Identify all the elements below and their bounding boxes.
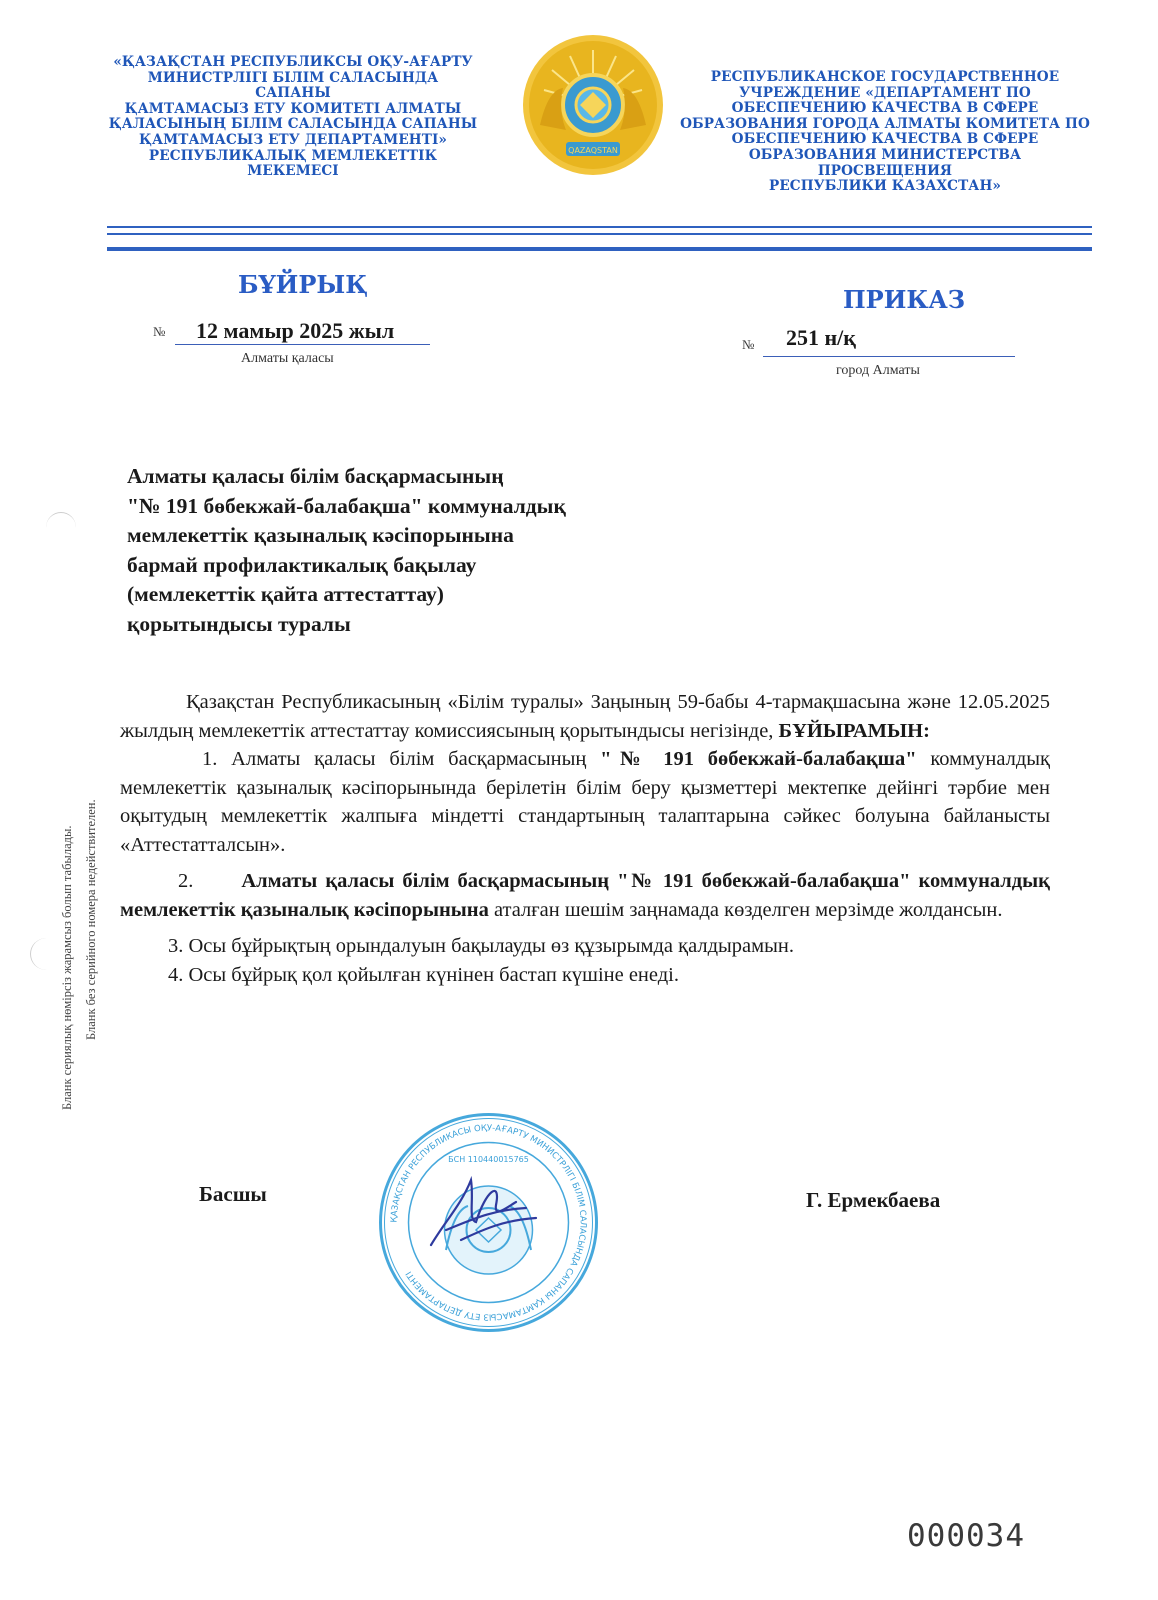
item-1 <box>120 745 1050 859</box>
subject-line: бармай профилактикалық бақылау <box>127 552 477 577</box>
header-kz-line: МЕКЕМЕСІ <box>247 163 339 180</box>
header-kz-line: РЕСПУБЛИКАЛЫҚ МЕМЛЕКЕТТІК <box>148 147 438 164</box>
official-seal <box>376 1110 601 1335</box>
subject-line: Алматы қаласы білім басқармасының <box>127 464 504 488</box>
item-2-number: 2. <box>178 870 194 892</box>
item-2 <box>120 867 1050 924</box>
punch-hole-mark <box>30 938 63 970</box>
header-rule <box>107 233 1092 235</box>
seal-bin: БСН 110440015765 <box>448 1155 529 1164</box>
header-ru-line: ОБРАЗОВАНИЯ МИНИСТЕРСТВА ПРОСВЕЩЕНИЯ <box>748 146 1022 179</box>
order-title-kz: БҰЙРЫҚ <box>238 270 368 299</box>
header-ru-line: РЕСПУБЛИКАНСКОЕ ГОСУДАРСТВЕННОЕ <box>710 69 1060 85</box>
header-ru <box>680 70 1090 195</box>
header-rule <box>107 247 1092 251</box>
header-ru-line: ОБЕСПЕЧЕНИЮ КАЧЕСТВА В СФЕРЕ <box>731 100 1039 117</box>
signer-name: Г. Ермекбаева <box>806 1188 941 1212</box>
intro-text: Қазақстан Республикасының «Білім туралы» Заңының 59-бабы 4-тармақшасына және 12.05.2025 жылдың мемлекеттік аттестаттау комиссиясының қорытындысы негізінде, <box>120 691 1050 742</box>
subject-line: мемлекеттік қазыналық кәсіпорынына <box>127 523 514 547</box>
header-ru-line: УЧРЕЖДЕНИЕ «ДЕПАРТАМЕНТ ПО <box>739 84 1031 101</box>
order-number: 251 н/қ <box>786 325 856 350</box>
order-title-ru: ПРИКАЗ <box>843 285 966 314</box>
order-body <box>120 688 1050 989</box>
item-3: 3. Осы бұйрықтың орындалуын бақылауды өз құзырымда қалдырамын. <box>168 935 794 957</box>
item-1-rest: коммуналдық мемлекеттік қазыналық кәсіпорынында берілетін білім беру қызметтері мектепке дейінгі тәрбие мен оқытудың мемлекеттік жалпыға міндетті стандартының талаптарына сәйкес болуына байланысты «Аттестатталсын». <box>120 748 1050 856</box>
order-date: 12 мамыр 2025 жыл <box>196 318 395 343</box>
header-rule <box>107 226 1092 228</box>
side-note-ru: Бланк без серийного номера недействителен. <box>84 799 98 1040</box>
item-1-bold: "№ 191 бөбекжай-балабақша" <box>600 748 917 770</box>
number-sign: № <box>742 337 755 352</box>
city-kz: Алматы қаласы <box>241 351 334 366</box>
seal-icon <box>376 1110 601 1335</box>
emblem-icon <box>518 30 668 180</box>
side-note-kz: Бланк сериялық нөмірсіз жарамсыз болып табылады. <box>60 825 74 1110</box>
item-2-rest: аталған шешім заңнамада көзделген мерзімде жолдансын. <box>488 898 1003 921</box>
subject-line: қорытындысы туралы <box>127 611 351 636</box>
item-2-bold: Алматы қаласы білім басқармасының "№ 191 бөбекжай-балабақша" коммуналдық мемлекеттік қазыналық кәсіпорынына <box>120 870 1050 921</box>
order-subject <box>127 462 727 639</box>
number-underline <box>763 356 1015 357</box>
header-ru-line: ОБЕСПЕЧЕНИЮ КАЧЕСТВА В СФЕРЕ <box>731 131 1039 148</box>
header-ru-line: РЕСПУБЛИКИ КАЗАХСТАН» <box>769 178 1001 195</box>
punch-hole-mark <box>46 512 76 543</box>
date-underline <box>175 344 430 345</box>
intro-paragraph <box>120 688 1050 745</box>
header-kz-line: МИНИСТРЛІГІ БІЛІМ САЛАСЫНДА САПАНЫ <box>147 69 439 102</box>
subject-line: (мемлекеттік қайта аттестаттау) <box>127 582 444 606</box>
emblem-text: QAZAQSTAN <box>568 146 618 155</box>
serial-number: 000034 <box>907 1518 1025 1554</box>
signer-position: Басшы <box>199 1182 267 1206</box>
subject-line: "№ 191 бөбекжай-балабақша" коммуналдық <box>127 493 566 518</box>
seal-ring-text: ҚАЗАҚСТАН РЕСПУБЛИКАСЫ ОҚУ-АҒАРТУ МИНИСТРЛІГІ БІЛІМ САЛАСЫНДА САПАНЫ ҚАМТАМАСЫЗ ЕТУ ДЕПАРТАМЕНТІ <box>389 1123 588 1322</box>
header-kz-line: ҚАМТАМАСЫЗ ЕТУ КОМИТЕТІ АЛМАТЫ <box>124 100 462 117</box>
header-kz-line: «ҚАЗАҚСТАН РЕСПУБЛИКСЫ ОҚУ-АҒАРТУ <box>113 54 473 70</box>
item-1-text: 1. Алматы қаласы білім басқармасының <box>202 748 601 770</box>
item-4: 4. Осы бұйрық қол қойылған күнінен бастап күшіне енеді. <box>168 963 679 986</box>
header-kz-line: ҚАМТАМАСЫЗ ЕТУ ДЕПАРТАМЕНТІ» <box>138 131 447 148</box>
intro-bold: БҰЙЫРАМЫН: <box>778 719 930 742</box>
header-ru-line: ОБРАЗОВАНИЯ ГОРОДА АЛМАТЫ КОМИТЕТА ПО <box>680 115 1090 132</box>
state-emblem <box>518 30 668 180</box>
number-sign: № <box>153 324 166 339</box>
header-kz <box>108 55 478 180</box>
city-ru: город Алматы <box>836 363 920 378</box>
header-kz-line: ҚАЛАСЫНЫҢ БІЛІМ САЛАСЫНДА САПАНЫ <box>108 116 478 133</box>
